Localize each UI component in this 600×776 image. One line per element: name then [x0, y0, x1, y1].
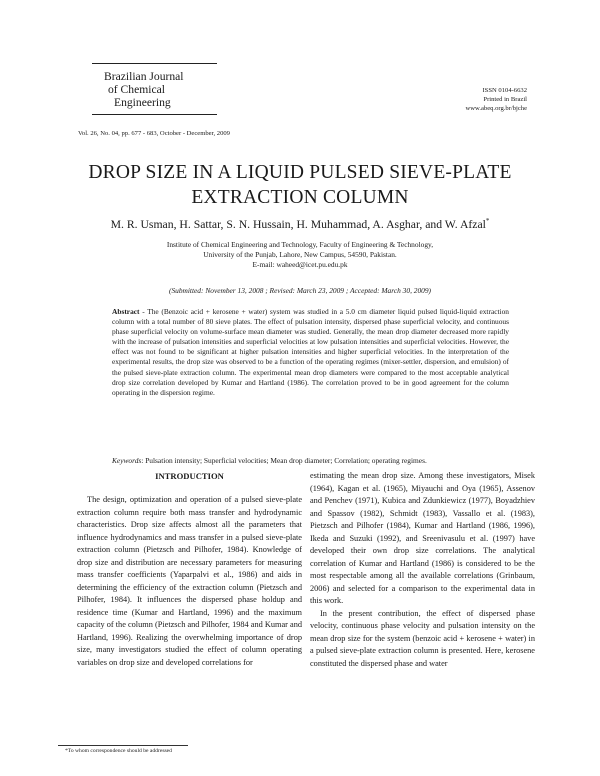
journal-bottom-rule	[92, 114, 217, 115]
volume-line: Vol. 26, No. 04, pp. 677 - 683, October - December, 2009	[78, 130, 230, 137]
journal-name-line2: of Chemical	[108, 83, 165, 96]
intro-paragraph-1: The design, optimization and operation of a pulsed sieve-plate extraction column require both mass transfer and hydrodynamic characteristics. Drop size affects almost all the parameters that influence hydrodynamics and mass transfer in a pulsed sieve-plate extraction column (Pietzsch and Pilhofer, 1984). Knowledge of drop size and distribution are necessary parameters for measuring mass transfer coefficients (Yaparpalvi et al., 1986) and aids in determining the efficiency of the extraction column (Pietzsch and Pilhofer, 1984). It influences the dispersed phase holdup and residence time (Kumar and Hartland, 1996) and the maximum capacity of the column (Pietzsch and Pilhofer, 1984 and Kumar and Hartland, 1996). Realizing the overwhelming importance of drop size, many investigators studied the effect of column operating variables on drop size and developed correlations for	[77, 495, 302, 667]
author-list	[0, 217, 600, 231]
submission-dates: (Submitted: November 13, 2008 ; Revised: March 23, 2009 ; Accepted: March 30, 2009)	[168, 286, 432, 295]
issn-number: ISSN 0104-6632	[482, 87, 527, 94]
affiliation-email: E-mail: waheed@icet.pu.edu.pk	[252, 260, 348, 269]
abstract-text: - The (Benzoic acid + kerosene + water) system was studied in a 5.0 cm diameter liquid pulsed liquid-liquid extraction column with a total number of 80 sieve plates. The effect of pulsation intensity, dispersed phase superficial velocity, and continuous phase superficial velocity on volume-surface mean diameter was studied. Generally, the mean drop diameter decreased more rapidly with the increase of pulsation intensities and superficial velocities at low pulsation intensities and superficial velocities. However, the effect was not found to be significant at higher pulsation intensities and higher superficial velocities. In the interpretation of the experimental results, the drop size was observed to be a function of the operating regimes (mixer-settler, dispersion, and emulsion) of the pulsed sieve-plate extraction column. The experimental mean drop diameters were compared to the most acceptable analytical drop size correlation developed by Kumar and Hartland (1986). The correlation proved to be in good agreement for the column operating in the dispersion regime.	[112, 307, 509, 397]
introduction-heading: INTRODUCTION	[155, 471, 224, 481]
printed-in: Printed in Brazil	[483, 96, 527, 103]
authors-text: M. R. Usman, H. Sattar, S. N. Hussain, H. Muhammad, A. Asghar, and W. Afzal	[110, 217, 486, 231]
journal-name	[104, 70, 222, 109]
journal-url: www.abeq.org.br/bjche	[465, 105, 527, 112]
abstract	[112, 307, 509, 398]
footnote-rule	[58, 745, 188, 746]
title-line1: DROP SIZE IN A LIQUID PULSED SIEVE-PLATE	[88, 162, 512, 183]
paper-title	[0, 160, 600, 210]
body-column-right	[310, 470, 535, 670]
footnote: *To whom correspondence should be addressed	[65, 748, 172, 754]
affiliation	[0, 240, 600, 270]
keywords	[112, 456, 509, 465]
title-line2: EXTRACTION COLUMN	[191, 187, 409, 208]
intro-paragraph-1-continued: estimating the mean drop size. Among these investigators, Misek (1964), Kagan et al. (1965), Miyauchi and Oya (1965), Assenov and Penchev (1971), Kubica and Zdunkiewicz (1977), Boyadzhiev and Spassov (1982), Schmidt (1983), Vassallo et al. (1983), Pietzsch and Pilhofer (1984), Kumar and Hartland (1986, 1996), Ikeda and Suzuki (1992), and Sreenivasulu et al. (1997) have developed their own drop size correlations. The analytical correlation of Kumar and Hartland (1986) is considered to be the most respectable among all the available correlations (Grinbaum, 2006) and selected for a comparison to the experimental data in this work.	[310, 471, 535, 605]
body-column-left	[77, 470, 302, 669]
journal-name-line1: Brazilian Journal	[104, 70, 184, 83]
journal-name-line3: Engineering	[114, 96, 171, 109]
affiliation-line2: University of the Punjab, Lahore, New Campus, 54590, Pakistan.	[203, 250, 397, 259]
journal-top-rule	[92, 63, 217, 64]
affiliation-line1: Institute of Chemical Engineering and Technology, Faculty of Engineering & Technology,	[166, 240, 434, 249]
corresponding-author-mark: *	[485, 217, 490, 225]
abstract-label: Abstract	[112, 307, 140, 316]
intro-paragraph-2: In the present contribution, the effect of dispersed phase velocity, continuous phase velocity and pulsation intensity on the mean drop size for the system (benzoic acid + kerosene + water) in a pulsed sieve-plate extraction column is presented. Here, kerosene constituted the dispersed phase and water	[310, 608, 535, 668]
keywords-text: : Pulsation intensity; Superficial velocities; Mean drop diameter; Correlation; operating regimes.	[141, 456, 427, 465]
keywords-label: Keywords	[112, 456, 142, 465]
issn-block	[465, 86, 527, 113]
